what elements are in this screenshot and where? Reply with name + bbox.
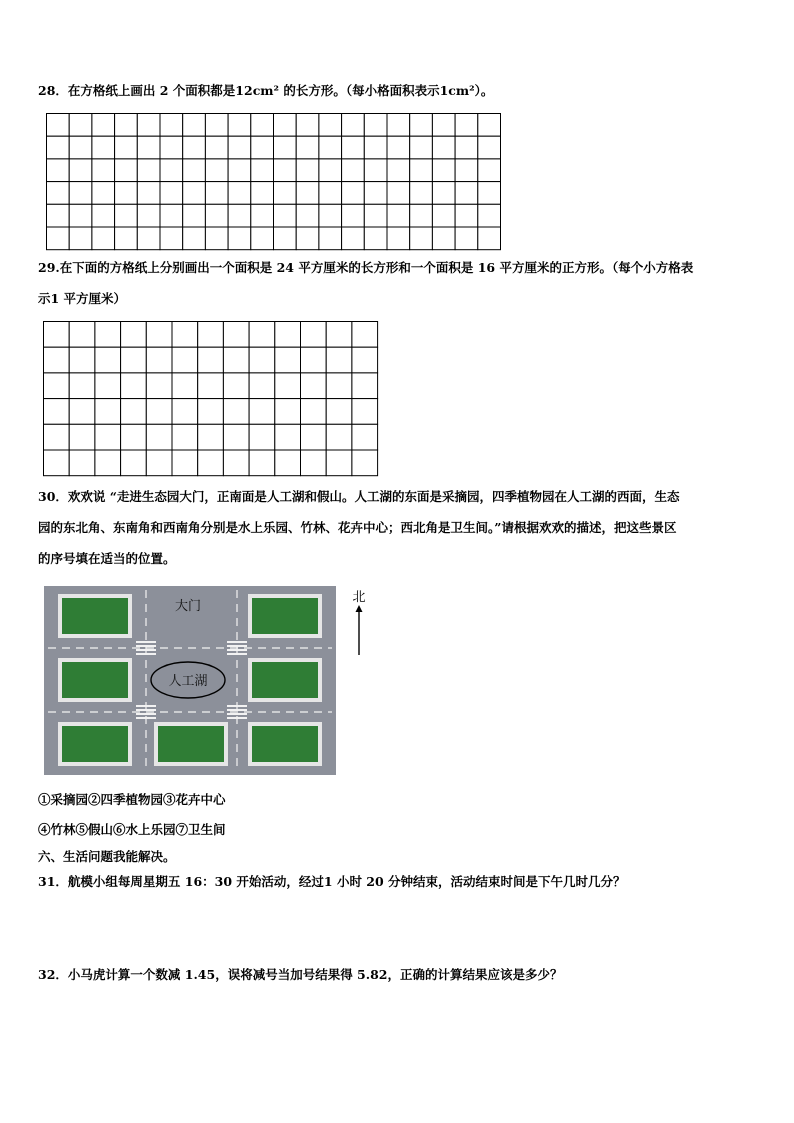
q28-grid-cell[interactable]	[387, 114, 410, 137]
q28-grid-cell[interactable]	[432, 159, 455, 182]
q28-grid-cell[interactable]	[160, 114, 183, 137]
q29-grid-cell[interactable]	[69, 424, 95, 450]
q28-grid-cell[interactable]	[455, 227, 478, 250]
q28-grid-cell[interactable]	[274, 227, 297, 250]
q28-grid-cell[interactable]	[364, 136, 387, 159]
q28-grid-cell[interactable]	[455, 136, 478, 159]
q28-grid-cell[interactable]	[47, 136, 70, 159]
q29-grid-cell[interactable]	[95, 322, 121, 348]
q28-grid-cell[interactable]	[160, 159, 183, 182]
q28-grid-cell[interactable]	[364, 204, 387, 227]
q28-grid-cell[interactable]	[274, 204, 297, 227]
q29-grid[interactable]	[43, 321, 379, 477]
q29-grid-cell[interactable]	[146, 322, 172, 348]
q29-grid-cell[interactable]	[301, 424, 327, 450]
q28-grid-cell[interactable]	[115, 204, 138, 227]
q28-grid-cell[interactable]	[228, 159, 251, 182]
q28-grid-cell[interactable]	[251, 204, 274, 227]
q28-grid-cell[interactable]	[137, 204, 160, 227]
q28-grid-cell[interactable]	[319, 204, 342, 227]
q28-grid-cell[interactable]	[319, 182, 342, 205]
q28-grid-cell[interactable]	[478, 136, 501, 159]
q28-grid-cell[interactable]	[387, 159, 410, 182]
q28-grid-cell[interactable]	[364, 182, 387, 205]
q28-grid-cell[interactable]	[47, 182, 70, 205]
q28-grid-cell[interactable]	[296, 136, 319, 159]
q28-grid-cell[interactable]	[251, 114, 274, 137]
q29-grid-cell[interactable]	[121, 399, 147, 425]
q29-grid-cell[interactable]	[326, 399, 352, 425]
q28-grid-cell[interactable]	[205, 159, 228, 182]
q29-grid-cell[interactable]	[326, 322, 352, 348]
north-label: 北	[352, 590, 366, 605]
north-indicator	[349, 587, 369, 659]
q29-grid-cell[interactable]	[275, 399, 301, 425]
q28-grid-cell[interactable]	[274, 182, 297, 205]
q28-grid-cell[interactable]	[115, 182, 138, 205]
q28-grid-cell[interactable]	[364, 159, 387, 182]
q28-grid-cell[interactable]	[410, 114, 433, 137]
q28-grid-cell[interactable]	[69, 114, 92, 137]
q28-grid-cell[interactable]	[296, 204, 319, 227]
q28-grid-cell[interactable]	[274, 136, 297, 159]
q28-grid-cell[interactable]	[274, 159, 297, 182]
q28-grid-cell[interactable]	[183, 159, 206, 182]
q28-grid-cell[interactable]	[455, 114, 478, 137]
q29-grid-cell[interactable]	[326, 424, 352, 450]
q28-grid-cell[interactable]	[432, 182, 455, 205]
q29-grid-cell[interactable]	[44, 399, 70, 425]
q28-grid-cell[interactable]	[455, 159, 478, 182]
gate-label: 大门	[174, 599, 202, 614]
q28-grid-cell[interactable]	[92, 204, 115, 227]
q28-grid-cell[interactable]	[115, 159, 138, 182]
q29-grid-cell[interactable]	[172, 322, 198, 348]
q29-grid-cell[interactable]	[352, 373, 378, 399]
q29-grid-cell[interactable]	[44, 347, 70, 373]
q28-grid-cell[interactable]	[478, 227, 501, 250]
q29-grid-cell[interactable]	[198, 347, 224, 373]
q28-grid-cell[interactable]	[228, 136, 251, 159]
q28-grid-cell[interactable]	[69, 136, 92, 159]
q29-grid-cell[interactable]	[121, 347, 147, 373]
q28-grid-cell[interactable]	[228, 182, 251, 205]
q28-grid-cell[interactable]	[92, 114, 115, 137]
q28-grid-cell[interactable]	[69, 159, 92, 182]
q28-grid-cell[interactable]	[205, 227, 228, 250]
q29-grid-cell[interactable]	[249, 450, 275, 476]
q28-grid-cell[interactable]	[137, 114, 160, 137]
q28-grid-cell[interactable]	[410, 159, 433, 182]
q28-grid-cell[interactable]	[319, 159, 342, 182]
q28-grid[interactable]	[46, 113, 502, 251]
q30-options-line1: ①采摘园②四季植物园③花卉中心	[38, 792, 226, 807]
q29-grid-cell[interactable]	[249, 424, 275, 450]
q29-grid-cell[interactable]	[172, 450, 198, 476]
q31-prompt: 31．航模小组每周星期五 16：30 开始活动，经过1 小时 20 分钟结束，活动结束时间是下午几时几分？	[38, 874, 626, 889]
q28-grid-cell[interactable]	[432, 136, 455, 159]
q29-grid-cell[interactable]	[44, 373, 70, 399]
q28-grid-cell[interactable]	[69, 182, 92, 205]
q28-grid-cell[interactable]	[296, 227, 319, 250]
q28-grid-cell[interactable]	[342, 136, 365, 159]
q28-grid-cell[interactable]	[137, 136, 160, 159]
q29-grid-cell[interactable]	[326, 450, 352, 476]
q29-grid-cell[interactable]	[223, 322, 249, 348]
q29-grid-cell[interactable]	[172, 347, 198, 373]
q29-prompt-line2: 示1 平方厘米）	[38, 291, 127, 306]
q29-prompt-line1: 29.在下面的方格纸上分别画出一个面积是 24 平方厘米的长方形和一个面积是 16 平方厘米的正方形。（每个小方格表	[38, 260, 694, 275]
q28-grid-cell[interactable]	[319, 114, 342, 137]
q28-grid-cell[interactable]	[183, 136, 206, 159]
q30-options-line2: ④竹林⑤假山⑥水上乐园⑦卫生间	[38, 822, 226, 837]
q28-grid-cell[interactable]	[251, 136, 274, 159]
q29-grid-cell[interactable]	[95, 347, 121, 373]
q28-grid-cell[interactable]	[410, 182, 433, 205]
q28-grid-cell[interactable]	[228, 204, 251, 227]
q29-grid-cell[interactable]	[249, 347, 275, 373]
q29-grid-cell[interactable]	[249, 373, 275, 399]
q28-grid-cell[interactable]	[205, 114, 228, 137]
q29-grid-cell[interactable]	[95, 450, 121, 476]
q29-grid-cell[interactable]	[95, 373, 121, 399]
section6-title: 六、生活问题我能解决。	[38, 849, 176, 864]
q28-grid-cell[interactable]	[228, 227, 251, 250]
q29-grid-cell[interactable]	[223, 399, 249, 425]
q29-grid-cell[interactable]	[198, 450, 224, 476]
q28-grid-cell[interactable]	[319, 136, 342, 159]
q28-grid-cell[interactable]	[478, 114, 501, 137]
q29-grid-cell[interactable]	[223, 373, 249, 399]
q28-grid-cell[interactable]	[432, 227, 455, 250]
q28-grid-cell[interactable]	[455, 182, 478, 205]
q28-grid-cell[interactable]	[47, 204, 70, 227]
q28-grid-cell[interactable]	[69, 204, 92, 227]
q29-grid-cell[interactable]	[223, 424, 249, 450]
q28-grid-cell[interactable]	[92, 136, 115, 159]
q28-grid-cell[interactable]	[296, 114, 319, 137]
q28-grid-cell[interactable]	[137, 159, 160, 182]
q28-grid-cell[interactable]	[364, 114, 387, 137]
q29-grid-cell[interactable]	[146, 347, 172, 373]
q28-grid-cell[interactable]	[387, 136, 410, 159]
q29-grid-cell[interactable]	[223, 347, 249, 373]
q28-grid-cell[interactable]	[160, 182, 183, 205]
q29-grid-cell[interactable]	[172, 399, 198, 425]
q29-grid-cell[interactable]	[121, 373, 147, 399]
q32-prompt: 32．小马虎计算一个数减 1.45，误将减号当加号结果得 5.82，正确的计算结果应该是多少？	[38, 967, 563, 982]
eco-park-map	[44, 586, 336, 775]
q28-grid-cell[interactable]	[387, 227, 410, 250]
q29-grid-cell[interactable]	[352, 424, 378, 450]
q29-grid-cell[interactable]	[198, 373, 224, 399]
q29-grid-cell[interactable]	[146, 373, 172, 399]
q29-grid-cell[interactable]	[69, 399, 95, 425]
q28-grid-cell[interactable]	[115, 227, 138, 250]
q28-grid-cell[interactable]	[205, 136, 228, 159]
q28-grid-cell[interactable]	[478, 204, 501, 227]
q29-grid-cell[interactable]	[69, 347, 95, 373]
q29-grid-cell[interactable]	[69, 450, 95, 476]
q28-grid-cell[interactable]	[296, 182, 319, 205]
q29-grid-cell[interactable]	[275, 373, 301, 399]
q29-grid-cell[interactable]	[146, 424, 172, 450]
q28-grid-cell[interactable]	[92, 227, 115, 250]
q29-grid-cell[interactable]	[326, 347, 352, 373]
q29-grid-cell[interactable]	[198, 322, 224, 348]
q29-grid-cell[interactable]	[69, 373, 95, 399]
q28-grid-cell[interactable]	[47, 114, 70, 137]
q28-grid-cell[interactable]	[47, 159, 70, 182]
q28-grid-cell[interactable]	[342, 227, 365, 250]
q28-grid-cell[interactable]	[410, 136, 433, 159]
q29-grid-cell[interactable]	[301, 322, 327, 348]
q29-grid-cell[interactable]	[198, 424, 224, 450]
q28-grid-cell[interactable]	[137, 227, 160, 250]
q29-grid-cell[interactable]	[352, 450, 378, 476]
q28-grid-cell[interactable]	[432, 204, 455, 227]
q28-grid-cell[interactable]	[228, 114, 251, 137]
q28-grid-cell[interactable]	[342, 182, 365, 205]
q28-grid-cell[interactable]	[410, 204, 433, 227]
q28-grid-cell[interactable]	[251, 159, 274, 182]
q28-grid-cell[interactable]	[274, 114, 297, 137]
q28-grid-cell[interactable]	[160, 136, 183, 159]
q29-grid-cell[interactable]	[301, 347, 327, 373]
q28-grid-cell[interactable]	[432, 114, 455, 137]
q28-grid-cell[interactable]	[410, 227, 433, 250]
q29-grid-cell[interactable]	[121, 424, 147, 450]
q29-grid-cell[interactable]	[146, 450, 172, 476]
q28-grid-cell[interactable]	[387, 182, 410, 205]
q29-grid-cell[interactable]	[352, 347, 378, 373]
q28-grid-cell[interactable]	[205, 204, 228, 227]
q29-grid-cell[interactable]	[352, 322, 378, 348]
q29-grid-cell[interactable]	[121, 322, 147, 348]
q29-grid-cell[interactable]	[146, 399, 172, 425]
q30-prompt-line1: 30．欢欢说 “走进生态园大门，正南面是人工湖和假山。人工湖的东面是采摘园，四季植物园在人工湖的西面，生态	[38, 489, 680, 504]
q28-grid-cell[interactable]	[319, 227, 342, 250]
q28-grid-cell[interactable]	[115, 114, 138, 137]
q28-grid-cell[interactable]	[342, 159, 365, 182]
q29-grid-cell[interactable]	[121, 450, 147, 476]
q29-grid-cell[interactable]	[249, 399, 275, 425]
q29-grid-cell[interactable]	[95, 424, 121, 450]
q28-grid-cell[interactable]	[478, 159, 501, 182]
q29-grid-cell[interactable]	[301, 450, 327, 476]
q28-grid-cell[interactable]	[47, 227, 70, 250]
q29-grid-cell[interactable]	[223, 450, 249, 476]
q30-prompt-line3: 的序号填在适当的位置。	[38, 551, 176, 566]
q28-grid-cell[interactable]	[342, 204, 365, 227]
north-arrowhead-icon	[356, 605, 363, 612]
q28-grid-cell[interactable]	[251, 227, 274, 250]
q28-grid-cell[interactable]	[296, 159, 319, 182]
q29-grid-cell[interactable]	[275, 347, 301, 373]
q29-grid-cell[interactable]	[275, 322, 301, 348]
q29-grid-cell[interactable]	[44, 424, 70, 450]
q28-grid-cell[interactable]	[364, 227, 387, 250]
q28-grid-cell[interactable]	[183, 114, 206, 137]
q29-grid-cell[interactable]	[69, 322, 95, 348]
q28-grid-cell[interactable]	[478, 182, 501, 205]
q29-grid-cell[interactable]	[249, 322, 275, 348]
q29-grid-cell[interactable]	[44, 450, 70, 476]
q28-grid-cell[interactable]	[342, 114, 365, 137]
q29-grid-cell[interactable]	[198, 399, 224, 425]
q28-grid-cell[interactable]	[160, 204, 183, 227]
q28-prompt: 28．在方格纸上画出 2 个面积都是12cm² 的长方形。（每小格面积表示1cm²）。	[38, 83, 494, 98]
q28-grid-cell[interactable]	[160, 227, 183, 250]
q28-grid-cell[interactable]	[92, 182, 115, 205]
q29-grid-cell[interactable]	[275, 450, 301, 476]
q30-prompt-line2: 园的东北角、东南角和西南角分别是水上乐园、竹林、花卉中心；西北角是卫生间。”请根据欢欢的描述，把这些景区	[38, 520, 677, 535]
q29-grid-cell[interactable]	[275, 424, 301, 450]
q29-grid-cell[interactable]	[44, 322, 70, 348]
q28-grid-cell[interactable]	[137, 182, 160, 205]
q29-grid-cell[interactable]	[172, 373, 198, 399]
lake-label: 人工湖	[168, 674, 208, 689]
q29-grid-cell[interactable]	[326, 373, 352, 399]
q28-grid-cell[interactable]	[69, 227, 92, 250]
q28-grid-cell[interactable]	[183, 227, 206, 250]
q28-grid-cell[interactable]	[115, 136, 138, 159]
q28-grid-cell[interactable]	[251, 182, 274, 205]
q28-grid-cell[interactable]	[183, 182, 206, 205]
q28-grid-cell[interactable]	[183, 204, 206, 227]
q28-grid-cell[interactable]	[205, 182, 228, 205]
q29-grid-cell[interactable]	[301, 373, 327, 399]
q29-grid-cell[interactable]	[301, 399, 327, 425]
q28-grid-cell[interactable]	[92, 159, 115, 182]
q28-grid-cell[interactable]	[387, 204, 410, 227]
q28-grid-cell[interactable]	[455, 204, 478, 227]
q29-grid-cell[interactable]	[172, 424, 198, 450]
q29-grid-cell[interactable]	[352, 399, 378, 425]
q29-grid-cell[interactable]	[95, 399, 121, 425]
